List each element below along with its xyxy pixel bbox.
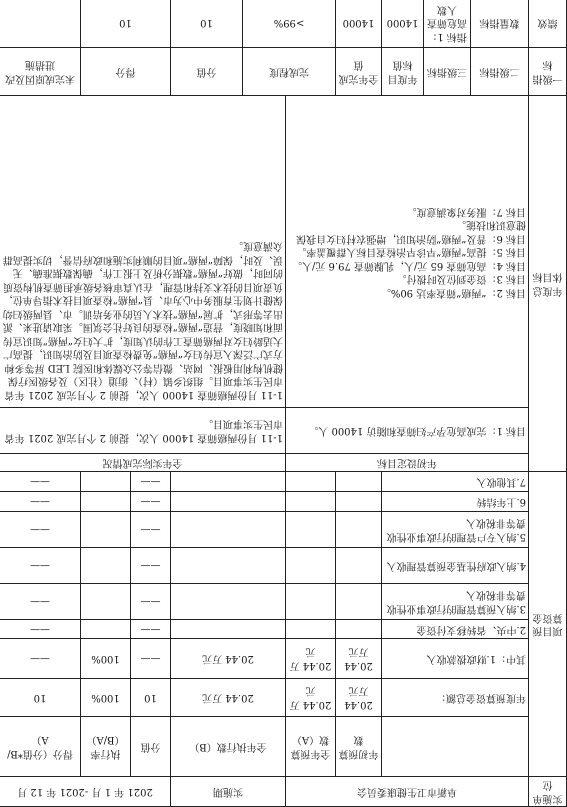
budget-label: 4.纳入政府性基金预算管理收入 bbox=[382, 548, 529, 584]
perf-score: 10 bbox=[171, 0, 243, 48]
budget-score: —— bbox=[131, 620, 171, 639]
budget-label: 年度预算资金总额： bbox=[382, 679, 529, 717]
budget-row bbox=[0, 584, 567, 620]
budget-label: 7.其他收入 bbox=[382, 472, 529, 492]
budget-executed bbox=[171, 548, 286, 584]
budget-label: 6.上年结转 bbox=[382, 492, 529, 512]
unit-value: 阜新市卫生健康委员会 bbox=[286, 777, 529, 807]
budget-got: —— bbox=[0, 620, 81, 639]
period-value: 2021 年 1 月 -2021 年 12 月 bbox=[0, 777, 171, 807]
budget-label: 2.中央、省转移支付资金 bbox=[382, 620, 529, 639]
perf-hdr-l3: 三级指标 bbox=[424, 48, 471, 96]
budget-got: 10 bbox=[0, 679, 81, 717]
perf-hdr-l1: 一级指标 bbox=[529, 48, 567, 96]
perf-actual: 14000 bbox=[336, 0, 382, 48]
budget-initial bbox=[336, 548, 382, 584]
budget-score: —— bbox=[131, 472, 171, 492]
perf-hdr-got: 得分 bbox=[81, 48, 171, 96]
budget-score: —— bbox=[131, 584, 171, 620]
budget-annual: 20.44 万元 bbox=[286, 679, 336, 717]
budget-executed bbox=[171, 512, 286, 548]
budget-rate bbox=[81, 512, 131, 548]
perf-hdr-score: 分值 bbox=[171, 48, 243, 96]
budget-got: —— bbox=[0, 584, 81, 620]
budget-score: —— bbox=[131, 512, 171, 548]
budget-annual bbox=[286, 512, 336, 548]
budget-annual bbox=[286, 584, 336, 620]
hdr-got: 得分（分值*B/A） bbox=[0, 717, 81, 777]
budget-executed bbox=[171, 472, 286, 492]
goal-actual-1: 1-11 月份两癌筛查 14000 人次，提前 2 个月完成 2021 年省市民生实事项目。 bbox=[0, 408, 286, 454]
perf-l2: 数量指标 bbox=[471, 0, 529, 48]
perf-l1: 绩效 bbox=[529, 0, 567, 48]
budget-row bbox=[0, 679, 567, 717]
perf-row bbox=[0, 0, 567, 48]
budget-row bbox=[0, 472, 567, 492]
hdr-executed: 全年执行数（B） bbox=[171, 717, 286, 777]
budget-score: —— bbox=[131, 548, 171, 584]
budget-row bbox=[0, 620, 567, 639]
budget-label: 5.纳入专户管理的行政事业性收费等非税收入 bbox=[382, 512, 529, 548]
budget-got: —— bbox=[0, 639, 81, 679]
budget-executed bbox=[171, 492, 286, 512]
budget-initial: 20.44 万元 bbox=[336, 679, 382, 717]
budget-rate bbox=[81, 620, 131, 639]
budget-score: —— bbox=[131, 492, 171, 512]
budget-header-row bbox=[0, 717, 567, 777]
budget-initial bbox=[336, 492, 382, 512]
goal-actual-header: 全年实际完成情况 bbox=[0, 454, 286, 472]
budget-executed bbox=[171, 584, 286, 620]
goal-set-header: 年初设定目标 bbox=[286, 454, 529, 472]
hdr-rate: 执行率（B/A） bbox=[81, 717, 131, 777]
goal-set-1: 目标 1：完成高危孕产妇筛查和随访 14000 人。 bbox=[286, 408, 529, 454]
budget-annual bbox=[286, 548, 336, 584]
hdr-annual: 全年预算数（A） bbox=[286, 717, 336, 777]
budget-got: —— bbox=[0, 492, 81, 512]
period-label: 实施期 bbox=[171, 777, 286, 807]
perf-hdr-target: 年度目标值 bbox=[382, 48, 424, 96]
budget-rate: 100% bbox=[81, 639, 131, 679]
budget-annual bbox=[286, 492, 336, 512]
budget-executed bbox=[171, 620, 286, 639]
perf-reason bbox=[0, 0, 81, 48]
goal-actual-2: 1-11 月份两癌筛查 14000 人次，提前 2 个月完成 2021 年省市民生实事项目。组织乡镇（村）、街道（社区）及各级医疗保健机构利用板报、网站、微信等公众媒体和医院 LED 屏等多种方式广泛深入宣传妇女“两癌”免费检查项目及防治知识，提高广大适龄妇女对两癌筛查工作的认知度，扩大妇女“两癌”知识宣传面和知晓度，营造“两癌”检查的良好社会氛围。采取请进来、派出去等形式，扩展“两癌”技术人员的业务培训。市、县两级妇幼保健计划生育服务中心为市、县“两癌”检查项目技术指导单位，负责项目的技术支持和管理，在认真审核各级承担筛查机构资质的同时，做好“两癌”数据分析及上报工作，确保数据准确、无误、及时，保障“两癌”项目的顺利实施和政府信誉，切实提高群众满意度。 bbox=[0, 96, 286, 408]
budget-got: —— bbox=[0, 472, 81, 492]
budget-got: —— bbox=[0, 512, 81, 548]
budget-row bbox=[0, 512, 567, 548]
hdr-initial: 年初预算数 bbox=[336, 717, 382, 777]
perf-hdr-reason: 未完成原因及改进措施 bbox=[0, 48, 81, 96]
budget-label: 3.纳入预算管理的行政事业性收费等非税收入 bbox=[382, 584, 529, 620]
perf-hdr-l2: 二级指标 bbox=[471, 48, 529, 96]
budget-row bbox=[0, 548, 567, 584]
header-row bbox=[0, 777, 567, 807]
goal-row bbox=[0, 96, 567, 408]
budget-initial: 20.44 万元 bbox=[336, 639, 382, 679]
budget-rate: 100% bbox=[81, 679, 131, 717]
budget-executed: 20.44 万元 bbox=[171, 679, 286, 717]
budget-annual: 20.44 万元 bbox=[286, 639, 336, 679]
perf-hdr-weight: 完成程度 bbox=[243, 48, 336, 96]
budget-executed: 20.44 万元 bbox=[171, 639, 286, 679]
budget-section-label: 项目预算资金 bbox=[529, 472, 567, 777]
hdr-score: 分值 bbox=[131, 717, 171, 777]
perf-weight: >99% bbox=[243, 0, 336, 48]
budget-row bbox=[0, 639, 567, 679]
budget-rate bbox=[81, 472, 131, 492]
goal-set-2: 目标 2：“两癌”筛查率达 90%。 目标 3：资金到位及时拨付。 目标 4：高危筛查 65 元/人，乳腺筛查 79.6 元/人。 目标 5：提高“两癌”早诊早治检查目标人群覆盖率。 目标 6：普及“两癌”防治知识，增强农村妇女自我保健意识和技能。 目标 7：服务对象满意度。 bbox=[286, 96, 529, 408]
perf-header-row bbox=[0, 48, 567, 96]
budget-label: 其中：1.财政拨款收入 bbox=[382, 639, 529, 679]
budget-rate bbox=[81, 492, 131, 512]
budget-initial bbox=[336, 512, 382, 548]
perf-hdr-actual: 全年完成值 bbox=[336, 48, 382, 96]
budget-initial bbox=[336, 620, 382, 639]
unit-label: 实施单位 bbox=[529, 777, 567, 807]
goal-row bbox=[0, 408, 567, 454]
goal-label: 年度总体目标 bbox=[529, 96, 567, 472]
perf-got: 10 bbox=[81, 0, 171, 48]
budget-annual bbox=[286, 620, 336, 639]
budget-initial bbox=[336, 472, 382, 492]
budget-score: —— bbox=[131, 639, 171, 679]
budget-score: 10 bbox=[131, 679, 171, 717]
budget-header-blank bbox=[382, 717, 529, 777]
budget-got: —— bbox=[0, 548, 81, 584]
perf-target: 14000 bbox=[382, 0, 424, 48]
perf-l3: 指标 1：高危筛查人数 bbox=[424, 0, 471, 48]
budget-rate bbox=[81, 548, 131, 584]
goal-header-row bbox=[0, 454, 567, 472]
budget-row bbox=[0, 492, 567, 512]
budget-initial bbox=[336, 584, 382, 620]
budget-annual bbox=[286, 472, 336, 492]
budget-rate bbox=[81, 584, 131, 620]
